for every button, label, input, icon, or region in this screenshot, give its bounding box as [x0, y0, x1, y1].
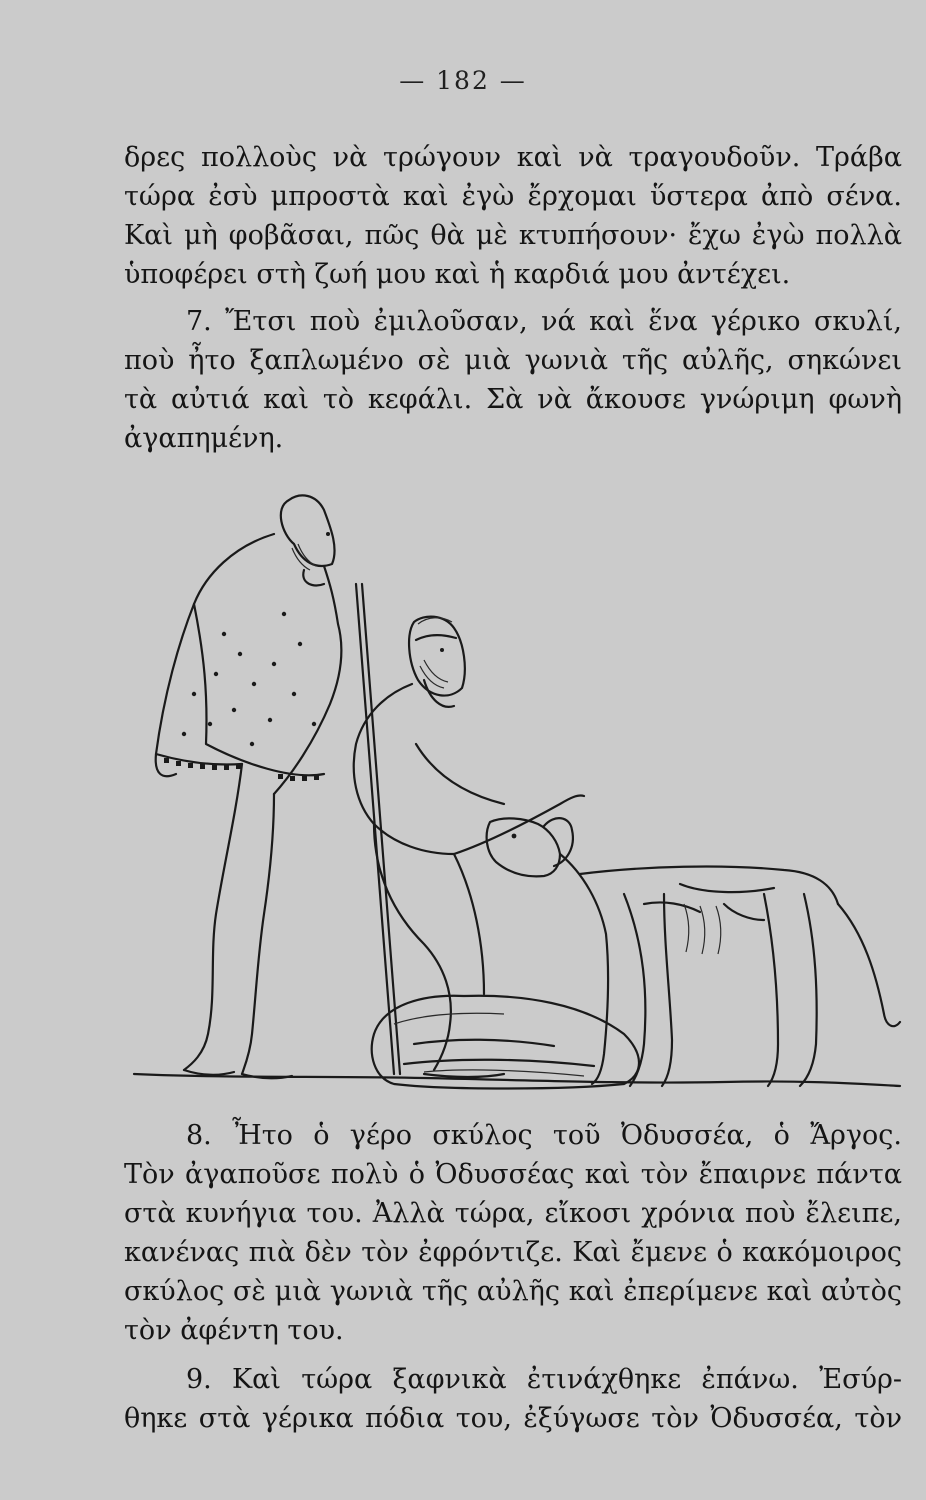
page-number: — 182 — [399, 66, 527, 95]
text-line: σκύλος σὲ μιὰ γωνιὰ τῆς αὐλῆς καὶ ἐπερίμενε καὶ αὐτὸς [124, 1276, 902, 1307]
text-line: 9. Καὶ τώρα ξαφνικὰ ἐτινάχθηκε ἐπάνω. Ἐσύρ- [186, 1364, 902, 1395]
paragraph-8 [124, 1116, 902, 1350]
text-line: ὑποφέρει στὴ ζωή μου καὶ ἡ καρδιά μου ἀντέχει. [124, 259, 791, 290]
text-line: κανένας πιὰ δὲν τὸν ἐφρόντιζε. Καὶ ἔμενε ὁ κακόμοιρος [124, 1237, 902, 1268]
text-line: τὰ αὐτιά καὶ τὸ κεφάλι. Σὰ νὰ ἄκουσε γνώριμη φωνὴ [124, 384, 902, 415]
text-line: ἀγαπημένη. [124, 423, 284, 454]
text-line: 7. Ἔτσι ποὺ ἐμιλοῦσαν, νά καὶ ἕνα γέρικο σκυλί, [186, 306, 902, 337]
text-line: στὰ κυνήγια του. Ἀλλὰ τώρα, εἴκοσι χρόνια ποὺ ἔλειπε, [124, 1198, 902, 1229]
paragraph-continuation [124, 138, 902, 294]
text-line: 8. Ἦτο ὁ γέρο σκύλος τοῦ Ὀδυσσέα, ὁ Ἄργος. [186, 1120, 902, 1151]
text-line: τώρα ἐσὺ μπροστὰ καὶ ἐγὼ ἔρχομαι ὕστερα ἀπὸ σένα. [124, 181, 902, 212]
odysseus-argos-vase-drawing-icon [124, 474, 902, 1092]
text-line: Καὶ μὴ φοβᾶσαι, πῶς θὰ μὲ κτυπήσουν· ἔχω ἐγὼ πολλὰ [124, 220, 902, 251]
text-line: τὸν ἀφέντη του. [124, 1315, 344, 1346]
odysseus-argos-illustration [124, 474, 902, 1092]
text-line: δρες πολλοὺς νὰ τρώγουν καὶ νὰ τραγουδοῦν. Τράβα [124, 142, 902, 173]
text-line: θηκε στὰ γέρικα πόδια του, ἐξύγωσε τὸν Ὀδυσσέα, τὸν [124, 1403, 902, 1434]
text-line: Τὸν ἀγαποῦσε πολὺ ὁ Ὀδυσσέας καὶ τὸν ἔπαιρνε πάντα [124, 1159, 902, 1190]
paragraph-7 [124, 302, 902, 458]
paragraph-9 [124, 1360, 902, 1438]
text-line: ποὺ ἦτο ξαπλωμένο σὲ μιὰ γωνιὰ τῆς αὐλῆς, σηκώνει [124, 345, 902, 376]
